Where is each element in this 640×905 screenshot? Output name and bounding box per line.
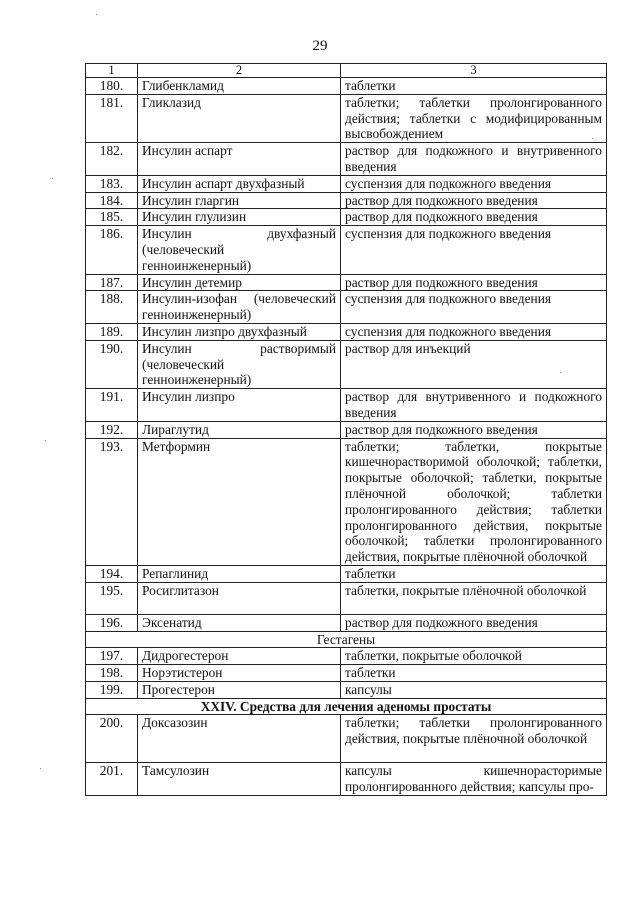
section-heading-row [86, 698, 607, 715]
drug-name: Норэтистерон [138, 665, 341, 682]
dosage-form: раствор для подкожного и внутривенного введения [341, 143, 607, 176]
dosage-form: раствор для подкожного введения [341, 209, 607, 226]
dosage-form: таблетки, покрытые плёночной оболочкой [341, 582, 607, 614]
row-number: 190. [86, 340, 138, 388]
table-row [86, 226, 607, 274]
scan-speck [52, 178, 53, 179]
table-row [86, 143, 607, 176]
row-number: 182. [86, 143, 138, 176]
scan-speck [45, 440, 46, 441]
section-heading-row [86, 631, 607, 648]
row-number: 191. [86, 389, 138, 422]
row-number: 184. [86, 192, 138, 209]
table-row [86, 715, 607, 763]
table-row [86, 421, 607, 438]
page-number: 29 [312, 38, 328, 54]
row-number: 183. [86, 175, 138, 192]
table-row [86, 582, 607, 614]
row-number: 194. [86, 565, 138, 582]
drug-name: Тамсулозин [138, 763, 341, 796]
drug-name: Инсулин растворимый (человеческий генноинженерный) [138, 340, 341, 388]
dosage-form: таблетки; таблетки пролонгированного действия; таблетки с модифицированным высвобождением [341, 94, 607, 142]
drug-name: Репаглинид [138, 565, 341, 582]
drug-name: Гликлазид [138, 94, 341, 142]
drug-name: Глибенкламид [138, 78, 341, 95]
header-col-3: 3 [341, 64, 607, 78]
dosage-form: таблетки [341, 665, 607, 682]
table-row [86, 94, 607, 142]
table-row [86, 665, 607, 682]
dosage-form: суспензия для подкожного введения [341, 175, 607, 192]
table-row [86, 323, 607, 340]
dosage-form: таблетки, покрытые оболочкой [341, 648, 607, 665]
row-number: 189. [86, 323, 138, 340]
table-row [86, 389, 607, 422]
dosage-form: капсулы [341, 681, 607, 698]
dosage-form: таблетки; таблетки, покрытые кишечнорастворимой оболочкой; таблетки, покрытые оболочкой; таблетки, покрытые плёночной оболочкой; таблетки пролонгированного действия; таблетки пролонгированного действия, покрытые оболочкой; таблетки пролонгированного действия, покрытые плёночной оболочкой [341, 438, 607, 565]
row-number: 180. [86, 78, 138, 95]
section-xxiv: XXIV. Средства для лечения аденомы простаты [86, 698, 607, 715]
row-number: 195. [86, 582, 138, 614]
drug-name: Инсулин-изофан (человеческий генноинженерный) [138, 291, 341, 324]
row-number: 197. [86, 648, 138, 665]
drug-name: Росиглитазон [138, 582, 341, 614]
drug-name: Инсулин гларгин [138, 192, 341, 209]
drug-name: Инсулин лизпро двухфазный [138, 323, 341, 340]
row-number: 192. [86, 421, 138, 438]
drug-name: Инсулин двухфазный (человеческий генноинженерный) [138, 226, 341, 274]
dosage-form: суспензия для подкожного введения [341, 323, 607, 340]
row-number: 188. [86, 291, 138, 324]
drug-name: Метформин [138, 438, 341, 565]
table-row [86, 192, 607, 209]
scan-speck [592, 138, 593, 139]
table-row [86, 681, 607, 698]
table-row [86, 565, 607, 582]
row-number: 201. [86, 763, 138, 796]
table-row [86, 274, 607, 291]
dosage-form: капсулы кишечнорасторимые пролонгированного действия; капсулы про- [341, 763, 607, 796]
drug-name: Инсулин аспарт [138, 143, 341, 176]
dosage-form: раствор для подкожного введения [341, 421, 607, 438]
dosage-form: раствор для подкожного введения [341, 614, 607, 631]
table-row [86, 648, 607, 665]
scan-speck [96, 14, 97, 15]
drug-name: Прогестерон [138, 681, 341, 698]
row-number: 200. [86, 715, 138, 763]
dosage-form: суспензия для подкожного введения [341, 291, 607, 324]
dosage-form: таблетки [341, 78, 607, 95]
header-col-2: 2 [138, 64, 341, 78]
table-row [86, 209, 607, 226]
drug-name: Инсулин аспарт двухфазный [138, 175, 341, 192]
dosage-form: суспензия для подкожного введения [341, 226, 607, 274]
row-number: 193. [86, 438, 138, 565]
dosage-form: раствор для инъекций [341, 340, 607, 388]
row-number: 185. [86, 209, 138, 226]
dosage-form: раствор для внутривенного и подкожного введения [341, 389, 607, 422]
table-row [86, 340, 607, 388]
section-gestagens: Гестагены [86, 631, 607, 648]
drug-name: Инсулин лизпро [138, 389, 341, 422]
dosage-form: таблетки [341, 565, 607, 582]
dosage-form: таблетки; таблетки пролонгированного действия, покрытые плёночной оболочкой [341, 715, 607, 763]
table-row [86, 78, 607, 95]
table-row [86, 175, 607, 192]
scan-speck [40, 768, 41, 769]
row-number: 196. [86, 614, 138, 631]
table-row [86, 763, 607, 796]
row-number: 199. [86, 681, 138, 698]
drug-name: Инсулин детемир [138, 274, 341, 291]
row-number: 181. [86, 94, 138, 142]
dosage-form: раствор для подкожного введения [341, 274, 607, 291]
drug-name: Дидрогестерон [138, 648, 341, 665]
dosage-form: раствор для подкожного введения [341, 192, 607, 209]
row-number: 198. [86, 665, 138, 682]
drug-table [85, 63, 607, 796]
table-header-row [86, 64, 607, 78]
header-col-1: 1 [86, 64, 138, 78]
drug-name: Доксазозин [138, 715, 341, 763]
drug-name: Лираглутид [138, 421, 341, 438]
row-number: 186. [86, 226, 138, 274]
scan-speck [560, 372, 561, 373]
row-number: 187. [86, 274, 138, 291]
table-row [86, 614, 607, 631]
drug-name: Эксенатид [138, 614, 341, 631]
table-row [86, 438, 607, 565]
table-row [86, 291, 607, 324]
drug-name: Инсулин глулизин [138, 209, 341, 226]
